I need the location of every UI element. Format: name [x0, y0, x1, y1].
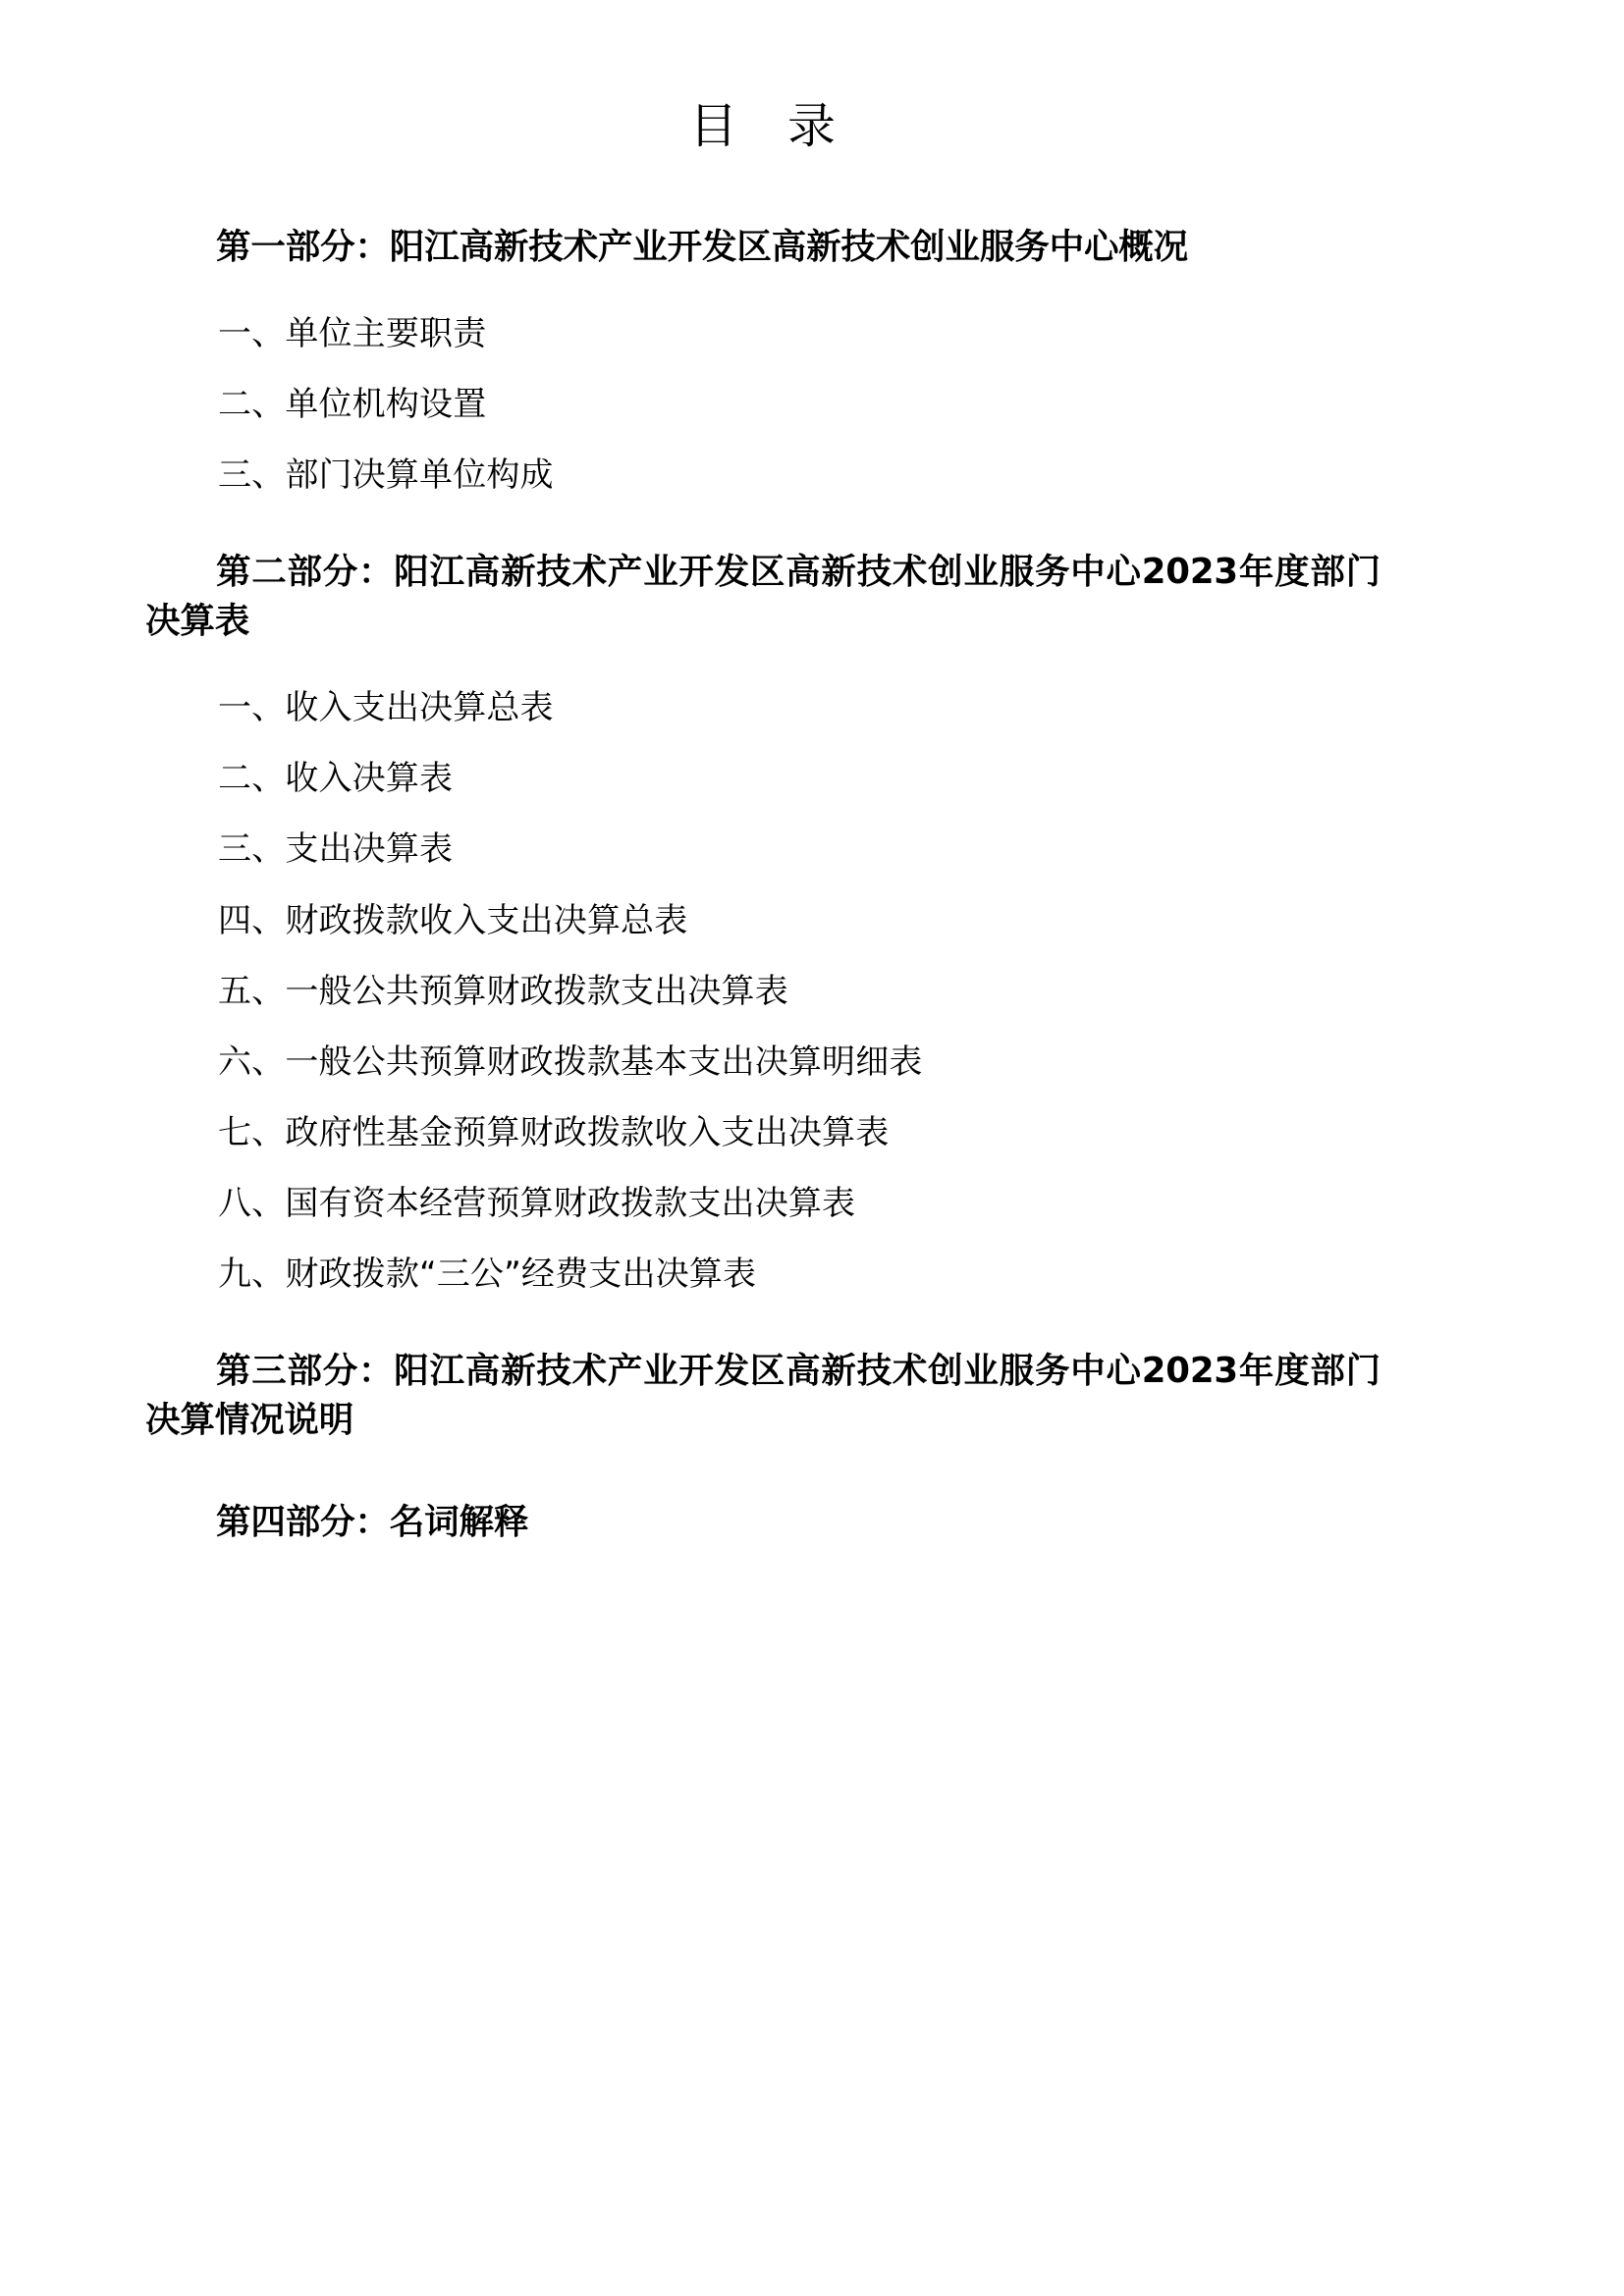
toc-entry-1-3[interactable]: 三、部门决算单位构成 [218, 455, 554, 496]
part-heading-1[interactable]: 第一部分：阳江高新技术产业开发区高新技术创业服务中心概况 [216, 227, 1189, 267]
toc-entry-2-4[interactable]: 四、财政拨款收入支出决算总表 [218, 900, 688, 940]
toc-entry-2-3[interactable]: 三、支出决算表 [218, 829, 454, 870]
toc-entry-1-1[interactable]: 一、单位主要职责 [218, 314, 487, 353]
part-heading-4[interactable]: 第四部分：名词解释 [216, 1502, 529, 1543]
toc-entry-2-7[interactable]: 七、政府性基金预算财政拨款收入支出决算表 [218, 1112, 890, 1152]
toc-entry-2-8[interactable]: 八、国有资本经营预算财政拨款支出决算表 [218, 1183, 856, 1223]
part-heading-3[interactable]: 第三部分：阳江高新技术产业开发区高新技术创业服务中心2023年度部门决算情况说明 [145, 1351, 1380, 1441]
toc-entry-2-1[interactable]: 一、收入支出决算总表 [218, 688, 554, 728]
toc-entry-1-2[interactable]: 二、单位机构设置 [218, 385, 487, 425]
toc-entry-2-6[interactable]: 六、一般公共预算财政拨款基本支出决算明细表 [218, 1041, 923, 1082]
page-title: 目 录 [689, 98, 837, 154]
toc-entry-2-9[interactable]: 九、财政拨款“三公”经费支出决算表 [218, 1255, 757, 1295]
toc-entry-2-5[interactable]: 五、一般公共预算财政拨款支出决算表 [218, 971, 788, 1011]
part-heading-2[interactable]: 第二部分：阳江高新技术产业开发区高新技术创业服务中心2023年度部门决算表 [145, 552, 1380, 642]
toc-content [145, 0, 1380, 1547]
toc-entry-2-2[interactable]: 二、收入决算表 [218, 759, 454, 799]
